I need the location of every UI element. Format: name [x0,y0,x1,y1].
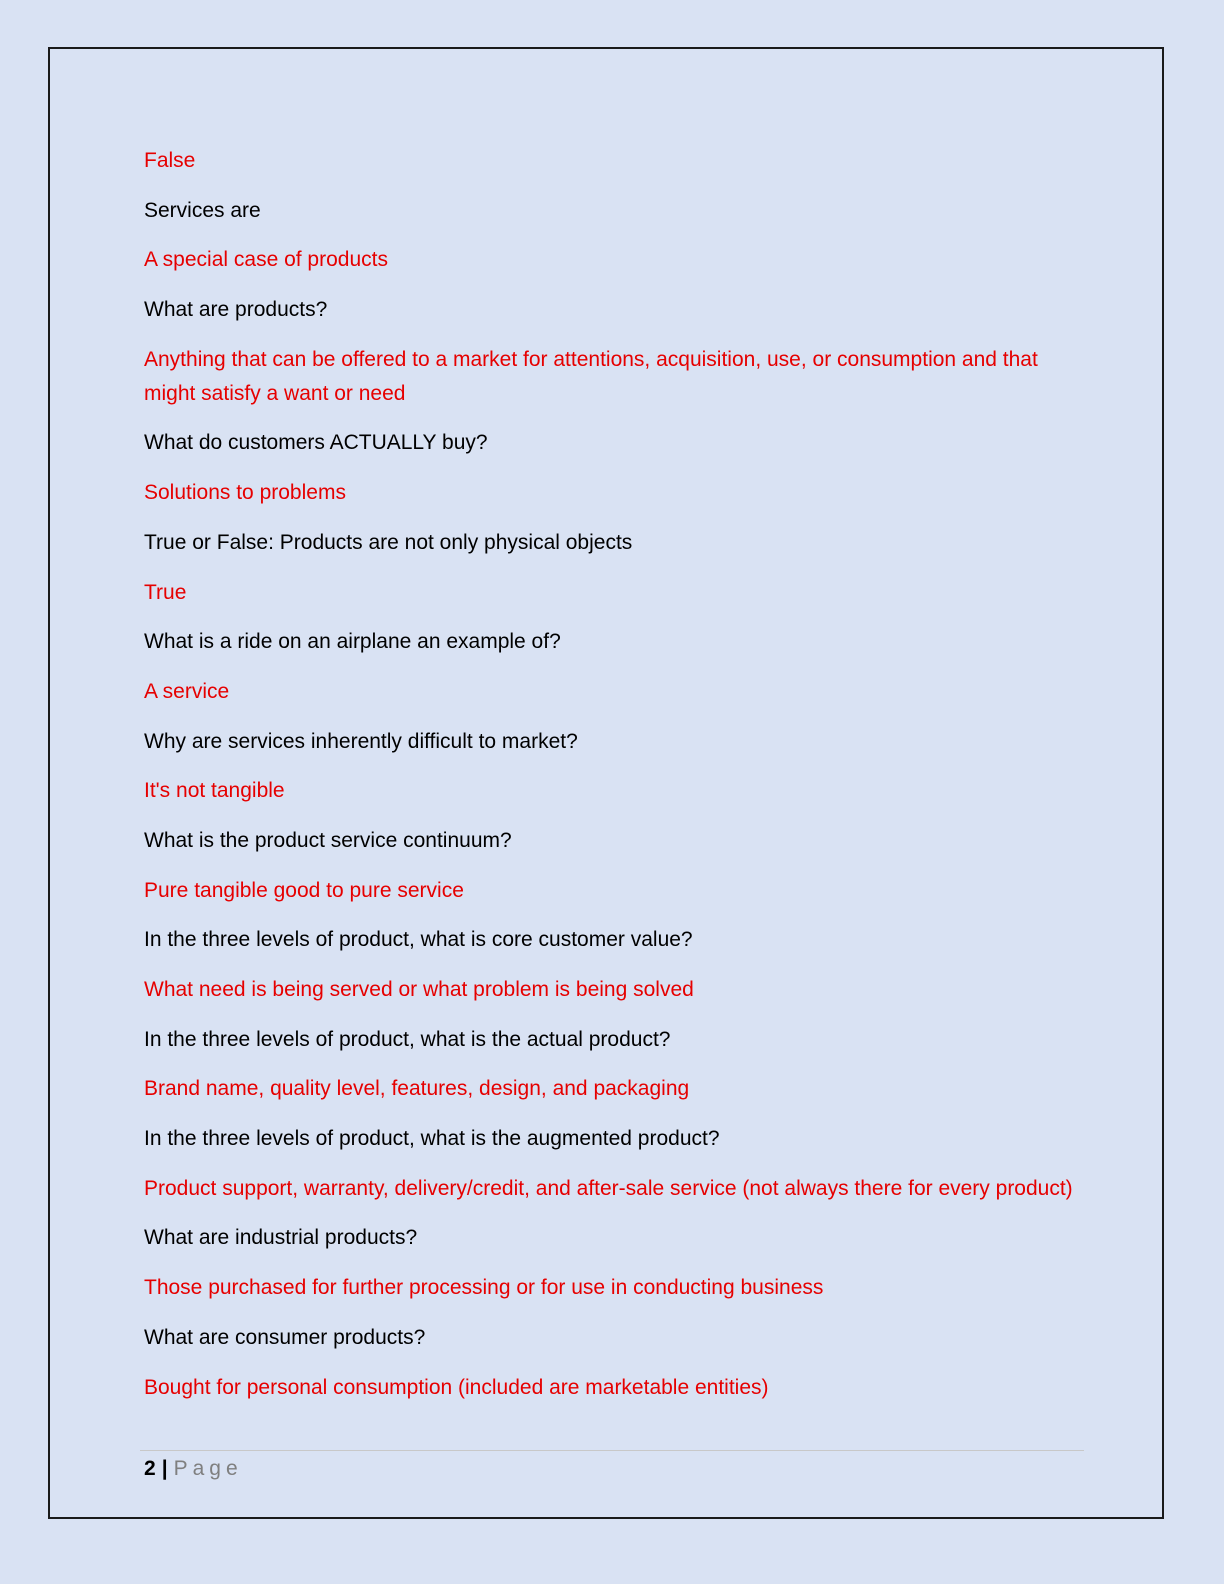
page-number: 2 [144,1457,156,1480]
line-2: A special case of products [144,248,388,272]
line-10: A service [144,679,230,703]
line-9: What is a ride on an airplane an example of? [144,630,561,654]
footer-separator: | [161,1457,168,1480]
line-14: Pure tangible good to pure service [144,878,464,902]
line-17: In the three levels of product, what is the actual product? [144,1027,671,1051]
line-18: Brand name, quality level, features, design, and packaging [144,1077,690,1101]
line-19: In the three levels of product, what is the augmented product? [144,1127,720,1151]
document-body [144,144,1084,1420]
page-footer [144,1455,243,1483]
line-7: True or False: Products are not only physical objects [144,530,633,554]
line-6: Solutions to problems [144,481,346,505]
line-5: What do customers ACTUALLY buy? [144,431,488,455]
line-20: Product support, warranty, delivery/credit, and after-sale service (not always there for every product) [144,1176,1073,1200]
line-24: Bought for personal consumption (included are marketable entities) [144,1375,769,1399]
line-15: In the three levels of product, what is core customer value? [144,928,693,952]
line-8: True [144,580,187,604]
line-11: Why are services inherently difficult to market? [144,729,578,753]
line-0: False [144,149,196,172]
line-12: It's not tangible [144,779,285,803]
line-3: What are products? [144,298,328,322]
line-21: What are industrial products? [144,1226,418,1250]
line-4: Anything that can be offered to a market for attentions, acquisition, use, or consumption and that might satisfy a want or need [144,347,1038,405]
line-16: What need is being served or what problem is being solved [144,978,694,1001]
line-13: What is the product service continuum? [144,828,512,852]
footer-divider [140,1450,1084,1451]
line-22: Those purchased for further processing or for use in conducting business [144,1276,824,1300]
line-23: What are consumer products? [144,1325,426,1349]
page-label: Page [173,1457,243,1480]
line-1: Services are [144,198,261,222]
